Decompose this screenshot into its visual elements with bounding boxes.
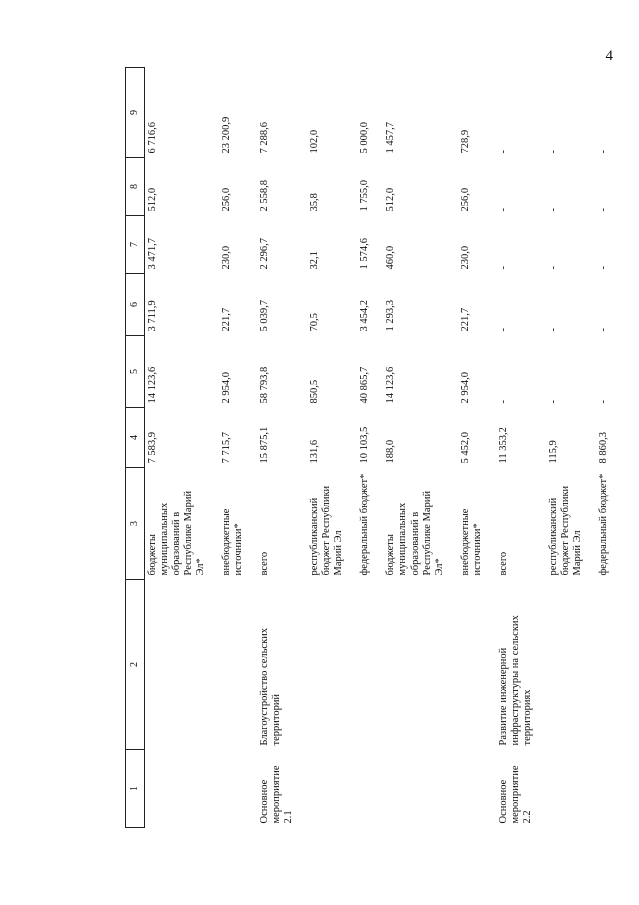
funding-source: республиканский бюджет Республики Марий Эл: [309, 485, 345, 576]
value-col5: 14 123,6: [385, 366, 397, 404]
activity-name: [219, 580, 257, 750]
table-row: [383, 68, 457, 828]
value-col7: 3 471,7: [146, 238, 158, 270]
value-col8: -: [598, 208, 610, 212]
rotated-table-container: [125, 68, 639, 828]
value-col6: 221,7: [220, 307, 232, 332]
column-header: 5: [126, 336, 145, 408]
table-row: [458, 68, 496, 828]
value-col7: -: [598, 266, 610, 270]
activity-name: [144, 580, 219, 750]
value-col5: 14 123,6: [146, 366, 158, 404]
activity-code: Основное мероприятие 2.1: [258, 765, 295, 824]
value-col5: -: [598, 400, 610, 404]
table-row: [357, 68, 383, 828]
value-col5: 40 865,7: [359, 366, 371, 404]
activity-code: [219, 750, 257, 828]
value-col5: 850,5: [309, 379, 321, 404]
funding-source: внебюджетные источники*: [459, 508, 483, 576]
column-header: 2: [126, 580, 145, 750]
page-number: 4: [605, 48, 613, 64]
value-col5: -: [548, 400, 559, 404]
value-col9: 5 000,0: [359, 122, 371, 154]
table-row: [144, 68, 219, 828]
value-col9: 6 716,6: [146, 122, 158, 154]
value-col8: 256,0: [459, 187, 471, 212]
value-col4: 5 452,0: [459, 432, 471, 464]
value-col6: 1 293,3: [385, 300, 397, 332]
table-row: [546, 68, 596, 828]
value-col6: 3 454,2: [359, 300, 371, 332]
activity-code: [144, 750, 219, 828]
value-col5: 2 954,0: [459, 372, 471, 404]
value-col6: 5 039,7: [258, 300, 270, 332]
budget-table: [125, 67, 622, 828]
value-col4: 115,9: [548, 440, 559, 464]
column-header: 1: [126, 750, 145, 828]
value-col4: 188,0: [385, 439, 397, 464]
value-col5: 2 954,0: [220, 372, 232, 404]
table-row: [596, 68, 622, 828]
value-col4: 7 715,7: [220, 432, 232, 464]
value-col8: -: [548, 208, 559, 212]
value-col8: 35,8: [309, 193, 321, 212]
header-row: [126, 68, 145, 828]
value-col9: 1 457,7: [385, 122, 397, 154]
funding-source: федеральный бюджет*: [359, 473, 371, 576]
column-header: 3: [126, 468, 145, 580]
value-col5: 58 793,8: [258, 366, 270, 404]
value-col8: 256,0: [220, 187, 232, 212]
value-col7: -: [548, 266, 559, 270]
activity-name: [458, 580, 496, 750]
value-col7: -: [497, 266, 509, 270]
value-col6: -: [497, 328, 509, 332]
column-header: 7: [126, 216, 145, 274]
value-col4: 10 103,5: [359, 426, 371, 464]
table-row: [496, 68, 546, 828]
value-col6: 70,5: [309, 313, 321, 332]
value-col4: 15 875,1: [258, 426, 270, 464]
value-col4: 11 353,2: [497, 427, 509, 464]
column-header: 8: [126, 158, 145, 216]
value-col7: 2 296,7: [258, 238, 270, 270]
activity-name: [307, 580, 357, 750]
value-col9: 7 288,6: [258, 122, 270, 154]
funding-source: бюджеты муниципальных образований в Республике Марий Эл*: [385, 490, 445, 576]
value-col6: 3 711,9: [146, 300, 158, 332]
activity-code: [596, 750, 622, 828]
value-col9: 728,9: [459, 129, 471, 154]
value-col4: 8 860,3: [598, 432, 610, 464]
value-col4: 131,6: [309, 439, 321, 464]
value-col7: 32,1: [309, 251, 321, 270]
activity-code: [307, 750, 357, 828]
value-col7: 230,0: [459, 245, 471, 270]
table-row: [257, 68, 307, 828]
value-col6: -: [548, 328, 559, 332]
activity-name: [383, 580, 457, 750]
value-col7: 1 574,6: [359, 238, 371, 270]
table-row: [307, 68, 357, 828]
activity-name: [357, 580, 383, 750]
activity-name: [546, 580, 596, 750]
value-col9: -: [598, 150, 610, 154]
activity-name: Благоустройство сельских территорий: [258, 627, 282, 746]
activity-code: [458, 750, 496, 828]
activity-name: [596, 580, 622, 750]
value-col8: 512,0: [385, 187, 397, 212]
value-col9: 102,0: [309, 129, 321, 154]
activity-code: [546, 750, 596, 828]
column-header: 9: [126, 68, 145, 158]
value-col4: 7 583,9: [146, 432, 158, 464]
funding-source: федеральный бюджет*: [598, 473, 610, 576]
value-col8: 512,0: [146, 187, 158, 212]
funding-source: всего: [258, 551, 270, 576]
funding-source: всего: [497, 551, 509, 576]
column-header: 6: [126, 274, 145, 336]
value-col5: -: [497, 400, 509, 404]
value-col7: 230,0: [220, 245, 232, 270]
activity-code: [357, 750, 383, 828]
value-col6: -: [598, 328, 610, 332]
value-col6: 221,7: [459, 307, 471, 332]
funding-source: внебюджетные источники*: [220, 508, 244, 576]
funding-source: бюджеты муниципальных образований в Республике Марий Эл*: [146, 490, 206, 576]
value-col8: 2 558,8: [258, 180, 270, 212]
value-col9: 23 200,9: [220, 116, 232, 154]
value-col9: -: [548, 150, 559, 154]
value-col8: 1 755,0: [359, 180, 371, 212]
activity-code: [383, 750, 457, 828]
value-col9: -: [497, 150, 509, 154]
activity-name: Развитие инженерной инфраструктуры на сельских территориях: [497, 615, 533, 746]
funding-source: республиканский бюджет Республики Марий Эл: [548, 485, 584, 576]
value-col8: -: [497, 208, 509, 212]
table-row: [219, 68, 257, 828]
column-header: 4: [126, 408, 145, 468]
value-col7: 460,0: [385, 245, 397, 270]
activity-code: Основное мероприятие 2.2: [497, 765, 533, 824]
